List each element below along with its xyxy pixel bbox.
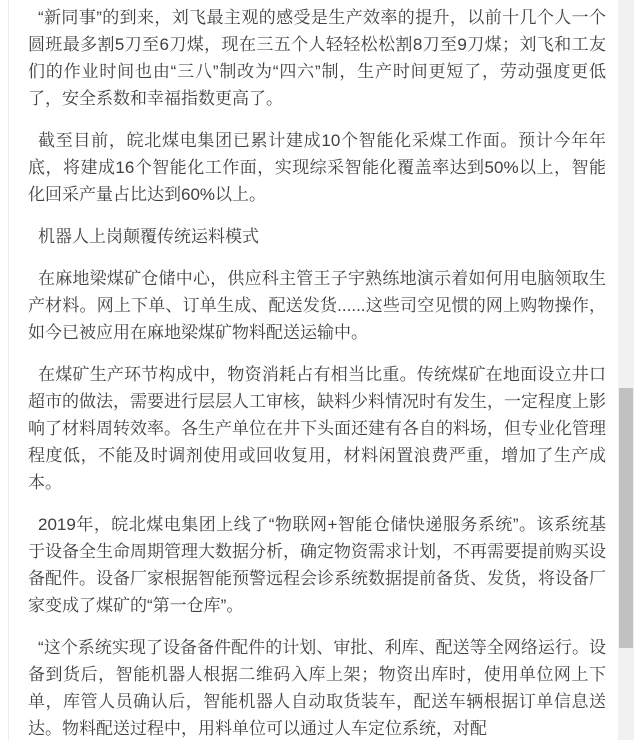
section-heading: 机器人上岗颠覆传统运料模式 — [38, 227, 259, 246]
article-paragraph: 截至目前，皖北煤电集团已累计建成10个智能化采煤工作面。预计今年年底，将建成16个智能化工作面，实现综采智能化覆盖率达到50%以上，智能化回采产量占比达到60%以上。 — [28, 131, 606, 204]
scrollbar-thumb[interactable] — [619, 388, 633, 648]
article-body — [28, 4, 606, 740]
content-left-border — [8, 0, 9, 740]
article-paragraph: 在麻地梁煤矿仓储中心，供应科主管王子宇熟练地演示着如何用电脑领取生产材料。网上下单、订单生成、配送发货......这些司空见惯的网上购物操作，如今已被应用在麻地梁煤矿物料配送运输中。 — [28, 269, 606, 342]
article-paragraph: 2019年，皖北煤电集团上线了“物联网+智能仓储快递服务系统”。该系统基于设备全生命周期管理大数据分析，确定物资需求计划，不再需要提前购买设备配件。设备厂家根据智能预警远程会诊系统数据提前备货、发货，将设备厂家变成了煤矿的“第一仓库”。 — [28, 515, 606, 615]
article-paragraph: 在煤矿生产环节构成中，物资消耗占有相当比重。传统煤矿在地面设立井口超市的做法，需要进行层层人工审核，缺料少料情况时有发生，一定程度上影响了材料周转效率。各生产单位在井下头面还建有各自的料场，但专业化管理程度低，不能及时调剂使用或回收复用，材料闲置浪费严重，增加了生产成本。 — [28, 365, 606, 492]
scrollbar-track[interactable] — [618, 0, 634, 740]
article-paragraph: “新同事”的到来，刘飞最主观的感受是生产效率的提升，以前十几个人一个圆班最多割5刀至6刀煤，现在三五个人轻轻松松割8刀至9刀煤；刘飞和工友们的作业时间也由“三八”制改为“四六”制，生产时间更短了，劳动强度更低了，安全系数和幸福指数更高了。 — [28, 8, 606, 108]
article-paragraph: “这个系统实现了设备备件配件的计划、审批、利库、配送等全网络运行。设备到货后，智能机器人根据二维码入库上架；物资出库时，使用单位网上下单，库管人员确认后，智能机器人自动取货装车，配送车辆根据订单信息送达。物料配送过程中，用料单位可以通过人车定位系统，对配 — [28, 638, 606, 738]
